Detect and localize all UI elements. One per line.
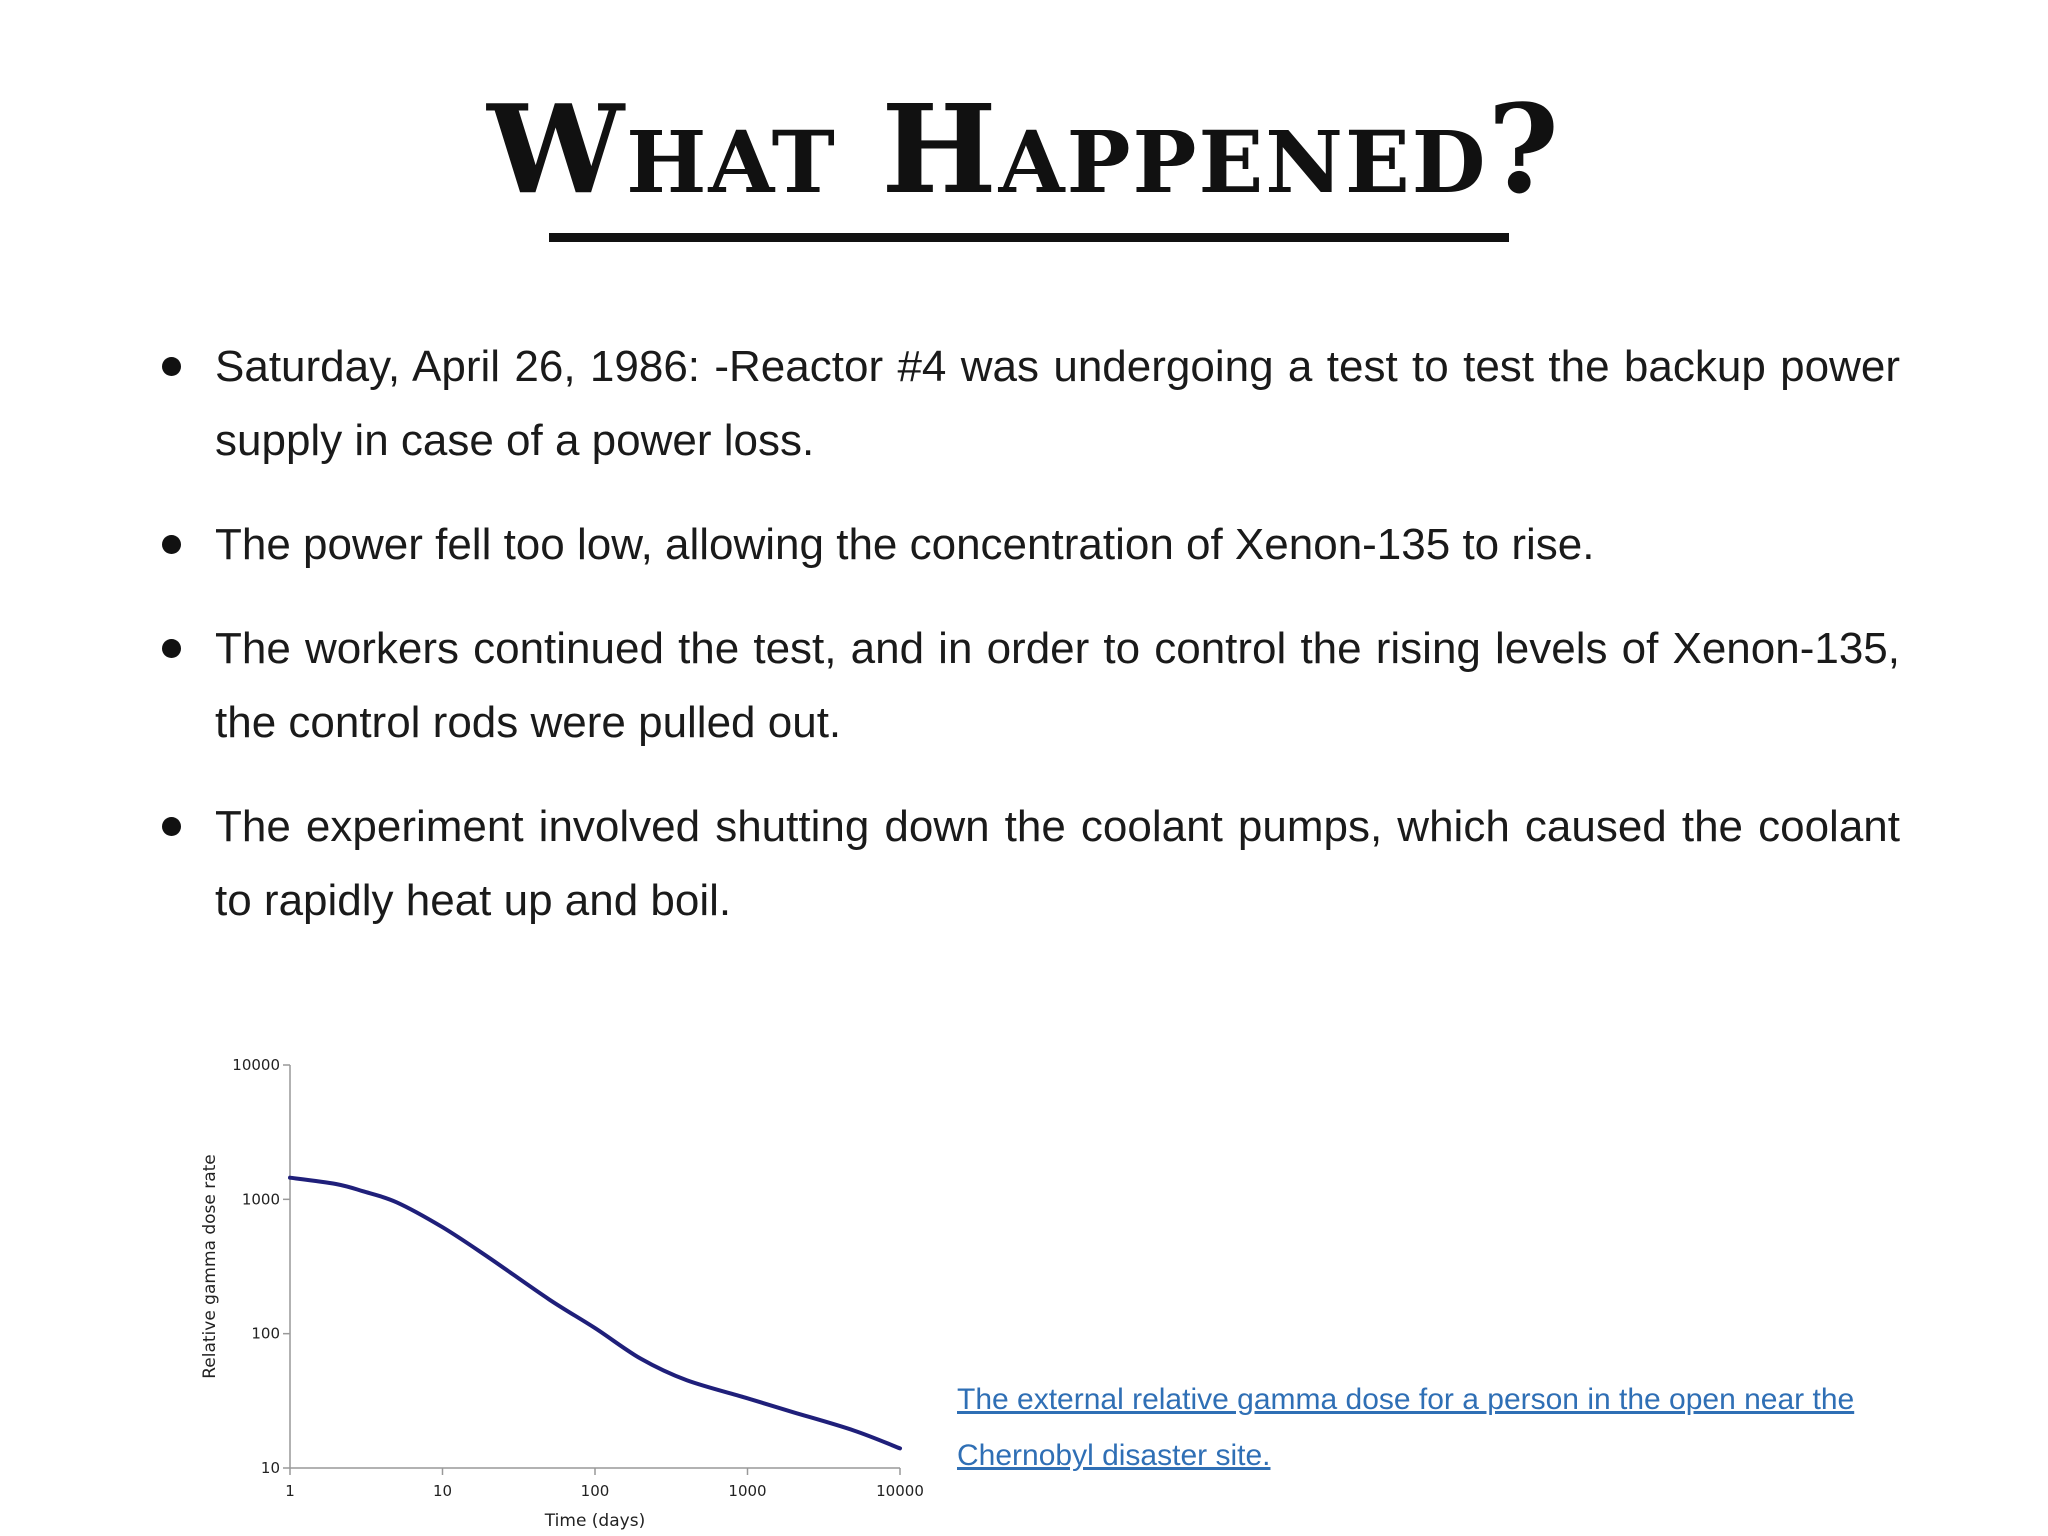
title-underline: [549, 233, 1509, 242]
x-axis-title: Time (days): [544, 1511, 646, 1531]
gamma-dose-chart: [195, 1040, 935, 1536]
bullet-item: [160, 612, 1900, 760]
bullet-text: Saturday, April 26, 1986: -Reactor #4 was undergoing a test to test the backup power supply in case of a power loss.: [215, 342, 1900, 465]
bullet-text: The experiment involved shutting down the coolant pumps, which caused the coolant to rapidly heat up and boil.: [215, 802, 1900, 925]
bullet-item: [160, 330, 1900, 478]
x-tick-label: 10: [432, 1482, 453, 1500]
bullet-text: The workers continued the test, and in order to control the rising levels of Xenon-135, the control rods were pulled out.: [215, 624, 1900, 747]
chart-svg: [195, 1040, 935, 1536]
series-line: [290, 1178, 900, 1449]
bullet-dot-icon: [162, 357, 181, 376]
y-tick-label: 10000: [232, 1056, 280, 1074]
slide-title: What Happened?: [487, 77, 1561, 221]
bullet-dot-icon: [162, 535, 181, 554]
y-tick-label: 1000: [241, 1190, 280, 1209]
y-axis-title: Relative gamma dose rate: [200, 1154, 220, 1379]
chart-caption-link[interactable]: The external relative gamma dose for a person in the open near the Chernobyl disaster site.: [957, 1383, 1855, 1472]
bullet-item: [160, 790, 1900, 938]
y-tick-label: 10: [260, 1459, 280, 1477]
bullet-text: The power fell too low, allowing the concentration of Xenon-135 to rise.: [215, 520, 1595, 569]
x-tick-label: 1000: [728, 1482, 767, 1500]
bullet-list: [160, 330, 1900, 968]
x-tick-label: 10000: [876, 1482, 924, 1500]
bullet-dot-icon: [162, 639, 181, 658]
x-tick-label: 100: [580, 1482, 610, 1500]
y-tick-label: 100: [251, 1324, 280, 1343]
bullet-dot-icon: [162, 817, 181, 836]
x-tick-label: 1: [285, 1482, 295, 1500]
bullet-item: [160, 508, 1900, 582]
